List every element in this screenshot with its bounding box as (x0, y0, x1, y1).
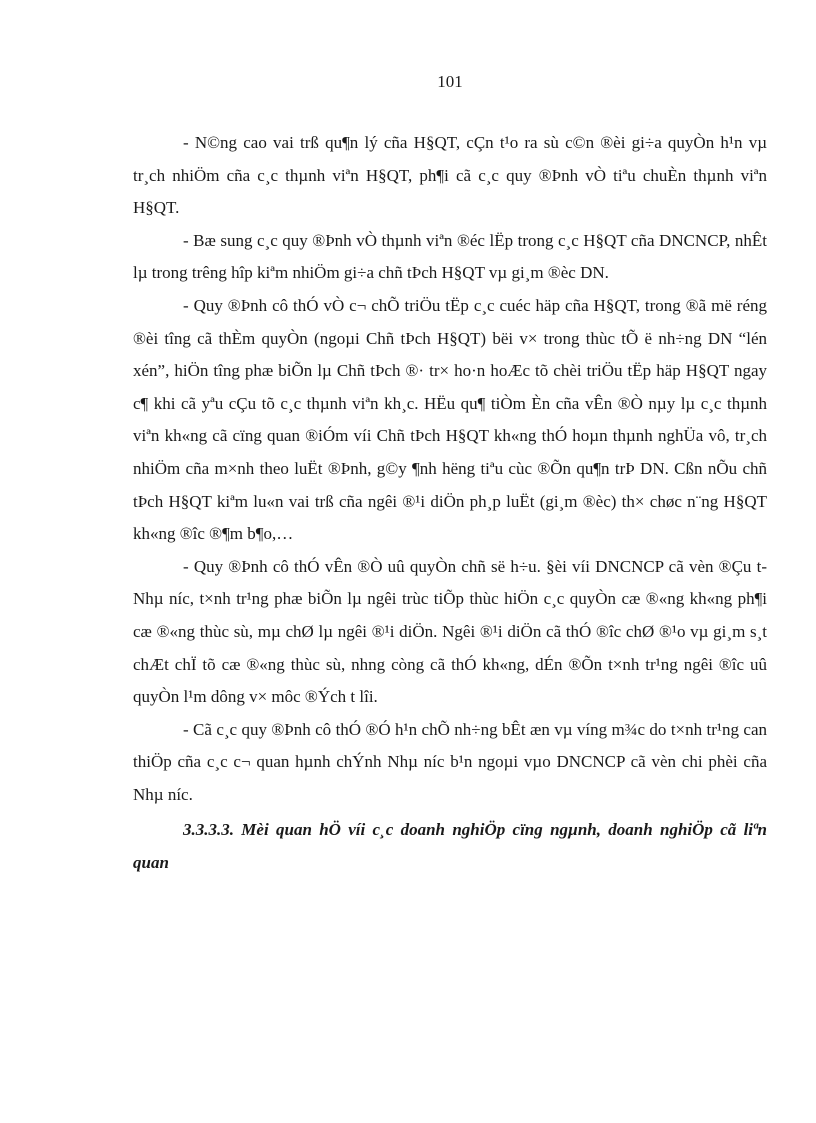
section-heading: 3.3.3.3. Mèi quan hÖ víi c¸c doanh nghiÖp cïng ngµnh, doanh nghiÖp cã liªn quan (133, 820, 767, 873)
paragraph-ownership-delegation: - Quy ®Þnh cô thÓ vÊn ®Ò uû quyÒn chñ së h÷u. §èi víi DNCNCP cã vèn ®Çu t Nhµ níc, t×nh tr¹ng phæ biÕn lµ ngêi trùc tiÕp thùc hiÖn c¸c quyÒn cæ ®«ng kh«ng ph¶i cæ ®«ng thùc sù, mµ chØ lµ ngêi ®¹i diÖn. Ngêi ®¹i diÖn cã thÓ ®îc chØ ®¹o vµ gi¸m s¸t chÆt chÏ tõ cæ ®«ng thùc sù, nhng còng cã thÓ kh«ng, dÉn ®Õn t×nh tr¹ng ngêi ®îc uû quyÒn l¹m dông v× môc ®Ých t lîi. (133, 556, 767, 707)
page-number: 101 (437, 72, 463, 91)
paragraph-board-role: - N©ng cao vai trß qu¶n lý cña H§QT, cÇn t¹o ra sù c©n ®èi gi÷a quyÒn h¹n vµ tr¸ch nhiÖm cña c¸c thµnh viªn H§QT, ph¶i cã c¸c quy ®Þnh vÒ tiªu chuÈn thµnh viªn H§QT. (133, 133, 767, 218)
paragraph-independent-members: - Bæ sung c¸c quy ®Þnh vÒ thµnh viªn ®éc lËp trong c¸c H§QT cña DNCNCP, nhÊt lµ trong trêng hîp kiªm nhiÖm gi÷a chñ tÞch H§QT vµ gi¸m ®èc DN. (133, 230, 767, 283)
paragraph-state-intervention: - Cã c¸c quy ®Þnh cô thÓ ®Ó h¹n chÕ nh÷ng bÊt æn vµ víng m¾c do t×nh tr¹ng can thiÖp cña c¸c c¬ quan hµnh chÝnh Nhµ níc b¹n ngoµi vµo DNCNCP cã vèn chi phèi cña Nhµ níc. (133, 719, 767, 804)
document-body (133, 127, 767, 880)
paragraph-meeting-convening: - Quy ®Þnh cô thÓ vÒ c¬ chÕ triÖu tËp c¸c cuéc häp cña H§QT, trong ®ã më réng ®èi tîng cã thÈm quyÒn (ngoµi Chñ tÞch H§QT) bëi v× trong thùc tÕ ë nh÷ng DN “lén xén”, hiÖn tîng phæ biÕn lµ Chñ tÞch ®· tr× ho·n hoÆc tõ chèi triÖu tËp häp H§QT ngay c¶ khi cã yªu cÇu tõ c¸c thµnh viªn kh¸c. HËu qu¶ tiÒm Èn cña vÊn ®Ò nµy lµ c¸c thµnh viªn kh«ng cã cïng quan ®iÓm víi Chñ tÞch H§QT kh«ng thÓ hoµn thµnh nghÜa vô, tr¸ch nhiÖm cña m×nh theo luËt ®Þnh, g©y ¶nh hëng tiªu cùc ®Õn qu¶n trÞ DN. Cßn nÕu chñ tÞch H§QT kiªm lu«n vai trß cña ngêi ®¹i diÖn ph¸p luËt (gi¸m ®èc) th× chøc n¨ng H§QT kh«ng ®îc ®¶m b¶o,… (133, 295, 767, 544)
